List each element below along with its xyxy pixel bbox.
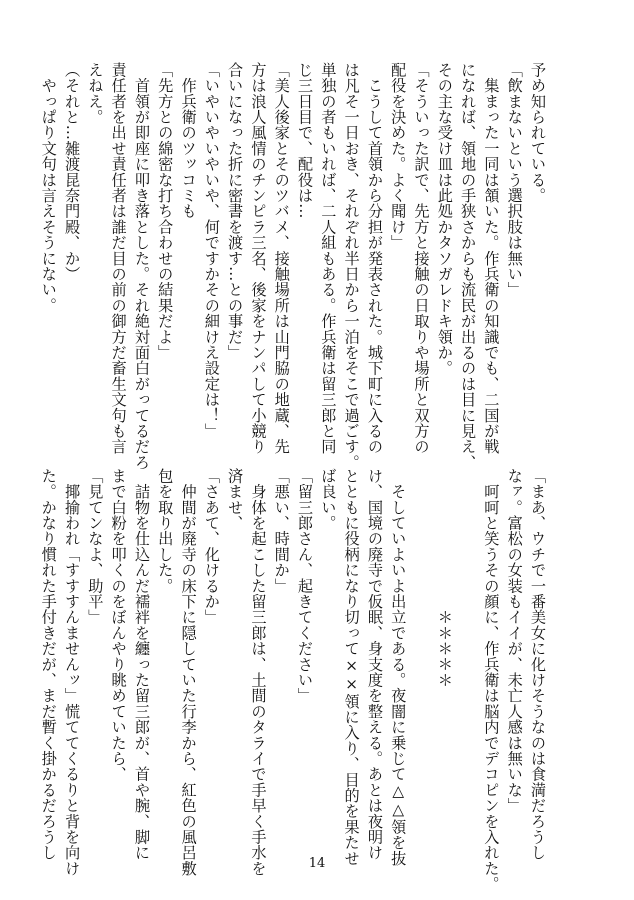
- text-column: 「そういった訳で、先方と接触の日取りや場所と双方の: [412, 62, 431, 455]
- text-column: とともに役柄になり切って××領に入り、目的を果たせ: [342, 468, 361, 867]
- text-column: ＊＊＊＊＊: [435, 468, 454, 688]
- text-column: 責任者を出せ責任者は誰だ目の前の御方だ畜生文句も言: [109, 62, 128, 455]
- text-column: になれば、領地の手狭さからも流民が出るのは目に見え、: [459, 62, 478, 471]
- text-column: 「見てンなよ、助平」: [86, 468, 105, 625]
- text-column: 仲間が廃寺の床下に隠していた行李から、紅色の風呂敷: [179, 468, 198, 877]
- text-column: そしていよいよ出立である。夜闇に乗じて△△領を抜: [389, 468, 408, 867]
- text-column: 配役を決めた。よく聞け」: [389, 62, 408, 251]
- text-column: 「まあ、ウチで一番美女に化けそうなのは食満だろうし: [529, 468, 547, 861]
- page-number: 14: [308, 856, 326, 871]
- text-column: えねえ。: [86, 62, 105, 125]
- text-column: 予め知られている。: [529, 62, 547, 204]
- text-column: 「先方との綿密な打ち合わせの結果だよ」: [156, 62, 175, 361]
- text-column: ば良い。: [319, 468, 338, 531]
- text-column: 身体を起こした留三郎は、土間のタライで手早く手水を: [249, 468, 268, 877]
- text-column: 済ませ、: [226, 468, 245, 531]
- text-column: け、国境の廃寺で仮眠、身支度を整える。あとは夜明け: [365, 468, 384, 861]
- text-column: た。かなり慣れた手付きだが、まだ暫く掛かるだろうし: [39, 468, 58, 861]
- text-column: 「悪い、時間か」: [272, 468, 291, 594]
- text-column: 呵呵と笑うその顔に、作兵衛は脳内でデコピンを入れた。: [482, 468, 501, 892]
- text-column: 合いになった折に密書を渡す…との事だ」: [226, 62, 245, 361]
- text-column: は凡そ一日おき、それぞれ半日から一泊をそこで過ごす。: [342, 62, 361, 471]
- text-column: 「さあて、化けるか」: [202, 468, 221, 625]
- text-column: 「いやいやいやいや、何ですかその細けえ設定は！」: [202, 62, 221, 439]
- text-column: 単独の者もいれば、二人組もある。作兵衛は留三郎と同: [319, 62, 338, 455]
- text-column: 作兵衛のツッコミも: [179, 62, 198, 219]
- text-column: こうして首領から分担が発表された。城下町に入るの: [365, 62, 384, 455]
- text-column: 包を取り出した。: [156, 468, 175, 594]
- text-column: 揶揄われ「すすすんませんッ」慌ててくるりと背を向け: [63, 468, 82, 877]
- text-column: 方は浪人風情のチンピラ三名、後家をナンパして小競り: [249, 62, 268, 455]
- text-column: （それと…雑渡昆奈門殿、か）: [63, 62, 82, 282]
- text-column: やっぱり文句は言えそうにない。: [39, 62, 58, 314]
- text-column: じ三日目で、配役は…: [296, 62, 315, 219]
- text-column: その主な受け皿は此処かタソガレドキ領か。: [435, 62, 454, 376]
- text-column: まで白粉を叩くのをぼんやり眺めていたら、: [109, 468, 128, 782]
- text-column: [456, 468, 479, 838]
- text-column: 詰物を仕込んだ襦袢を纏った留三郎が、首や腕、脚に: [132, 468, 151, 861]
- text-column: 「美人後家とそのツバメ、接触場所は山門脇の地蔵、先: [272, 62, 291, 455]
- text-column: 「飲まないという選択肢は無い」: [505, 62, 524, 298]
- text-column: 集まった一同は頷いた。作兵衛の知識でも、二国が戦: [482, 62, 501, 455]
- text-column: 首領が即座に叩き落とした。それ絶対面白がってるだろ: [132, 62, 151, 471]
- text-column: なァ。富松の女装もイイが、未亡人感は無いな」: [505, 468, 524, 814]
- upper-text-block: [36, 62, 549, 471]
- text-column: 「留三郎さん、起きてください」: [296, 468, 315, 704]
- text-column: [409, 468, 432, 838]
